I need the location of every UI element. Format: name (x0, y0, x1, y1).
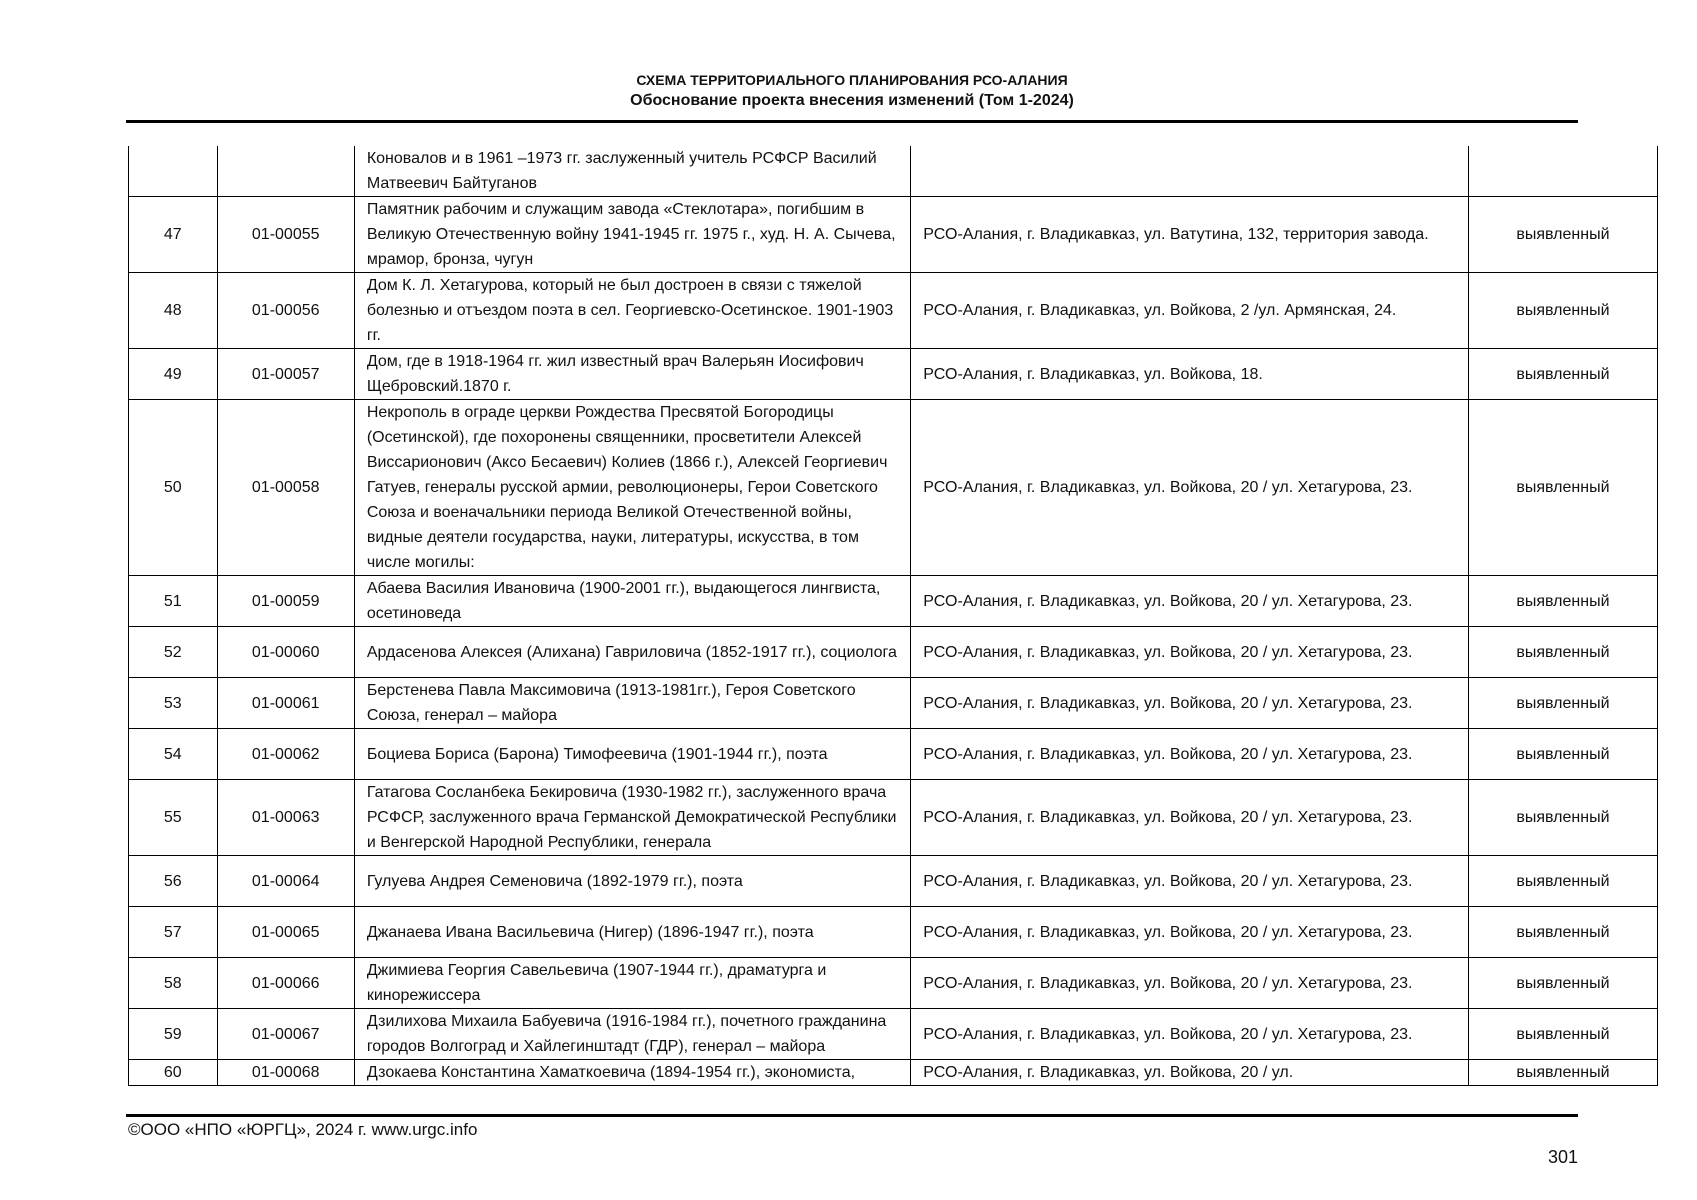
cell-number: 53 (129, 678, 218, 729)
cell-number: 59 (129, 1009, 218, 1060)
cell-name: Ардасенова Алексея (Алихана) Гавриловича (1852-1917 гг.), социолога (354, 627, 910, 678)
cell-code: 01-00056 (217, 273, 354, 349)
cell-status: выявленный (1468, 273, 1657, 349)
cell-status (1468, 146, 1657, 197)
cell-number (129, 146, 218, 197)
cell-code: 01-00067 (217, 1009, 354, 1060)
cell-address: РСО-Алания, г. Владикавказ, ул. Войкова, 20 / ул. (911, 1060, 1469, 1086)
table-row (129, 958, 1658, 1009)
table-row (129, 1060, 1658, 1086)
cell-number: 50 (129, 400, 218, 576)
cell-status: выявленный (1468, 958, 1657, 1009)
footer-divider (126, 1114, 1578, 1117)
cell-name: Коновалов и в 1961 –1973 гг. заслуженный учитель РСФСР Василий Матвеевич Байтуганов (354, 146, 910, 197)
table-row (129, 856, 1658, 907)
cell-name: Дом К. Л. Хетагурова, который не был достроен в связи с тяжелой болезнью и отъездом поэта в сел. Георгиевско-Осетинское. 1901-1903 гг. (354, 273, 910, 349)
cell-code: 01-00062 (217, 729, 354, 780)
cell-address: РСО-Алания, г. Владикавказ, ул. Войкова, 20 / ул. Хетагурова, 23. (911, 856, 1469, 907)
table-row (129, 907, 1658, 958)
document-subtitle: Обоснование проекта внесения изменений (Том 1-2024) (630, 92, 1074, 109)
cell-address (911, 146, 1469, 197)
cell-name: Боциева Бориса (Барона) Тимофеевича (1901-1944 гг.), поэта (354, 729, 910, 780)
table-row (129, 678, 1658, 729)
cell-code: 01-00061 (217, 678, 354, 729)
cell-address: РСО-Алания, г. Владикавказ, ул. Войкова, 2 /ул. Армянская, 24. (911, 273, 1469, 349)
cell-number: 48 (129, 273, 218, 349)
cell-number: 54 (129, 729, 218, 780)
cell-name: Некрополь в ограде церкви Рождества Пресвятой Богородицы (Осетинской), где похоронены священники, просветители Алексей Виссарионович (Аксо Бесаевич) Колиев (1866 г.), Алексей Георгиевич Гатуев, генералы русской армии, революционеры, Герои Советского Союза и военачальники периода Великой Отечественной войны, видные деятели государства, науки, литературы, искусства, в том числе могилы: (354, 400, 910, 576)
cell-code: 01-00066 (217, 958, 354, 1009)
cell-status: выявленный (1468, 856, 1657, 907)
cell-name: Джанаева Ивана Васильевича (Нигер) (1896-1947 гг.), поэта (354, 907, 910, 958)
page-number: 301 (1547, 1147, 1578, 1167)
cell-address: РСО-Алания, г. Владикавказ, ул. Войкова, 20 / ул. Хетагурова, 23. (911, 627, 1469, 678)
cell-status: выявленный (1468, 678, 1657, 729)
cell-address: РСО-Алания, г. Владикавказ, ул. Войкова, 18. (911, 349, 1469, 400)
cell-number: 51 (129, 576, 218, 627)
cell-status: выявленный (1468, 1009, 1657, 1060)
cell-status: выявленный (1468, 349, 1657, 400)
cell-name: Гатагова Сосланбека Бекировича (1930-1982 гг.), заслуженного врача РСФСР, заслуженного врача Германской Демократической Республики и Венгерской Народной Республики, генерала (354, 780, 910, 856)
cell-address: РСО-Алания, г. Владикавказ, ул. Войкова, 20 / ул. Хетагурова, 23. (911, 1009, 1469, 1060)
cell-code: 01-00055 (217, 197, 354, 273)
cell-name: Абаева Василия Ивановича (1900-2001 гг.), выдающегося лингвиста, осетиноведа (354, 576, 910, 627)
cell-number: 55 (129, 780, 218, 856)
cell-status: выявленный (1468, 780, 1657, 856)
table-row (129, 197, 1658, 273)
cell-name: Гулуева Андрея Семеновича (1892-1979 гг.), поэта (354, 856, 910, 907)
cell-number: 58 (129, 958, 218, 1009)
cell-name: Дом, где в 1918-1964 гг. жил известный врач Валерьян Иосифович Щебровский.1870 г. (354, 349, 910, 400)
cell-number: 49 (129, 349, 218, 400)
table-row (129, 576, 1658, 627)
table-row (129, 627, 1658, 678)
cell-number: 57 (129, 907, 218, 958)
cell-name: Дзокаева Константина Хаматкоевича (1894-1954 гг.), экономиста, (354, 1060, 910, 1086)
cell-status: выявленный (1468, 576, 1657, 627)
table-row (129, 729, 1658, 780)
cell-address: РСО-Алания, г. Владикавказ, ул. Войкова, 20 / ул. Хетагурова, 23. (911, 400, 1469, 576)
page-header (126, 70, 1578, 112)
cell-code: 01-00057 (217, 349, 354, 400)
cell-address: РСО-Алания, г. Владикавказ, ул. Войкова, 20 / ул. Хетагурова, 23. (911, 907, 1469, 958)
cell-status: выявленный (1468, 907, 1657, 958)
cell-name: Берстенева Павла Максимовича (1913-1981гг.), Героя Советского Союза, генерал – майора (354, 678, 910, 729)
cell-address: РСО-Алания, г. Владикавказ, ул. Войкова, 20 / ул. Хетагурова, 23. (911, 678, 1469, 729)
cell-name: Дзилихова Михаила Бабуевича (1916-1984 гг.), почетного гражданина городов Волгоград и Хайлегинштадт (ГДР), генерал – майора (354, 1009, 910, 1060)
cell-code: 01-00059 (217, 576, 354, 627)
cell-address: РСО-Алания, г. Владикавказ, ул. Ватутина, 132, территория завода. (911, 197, 1469, 273)
cell-code: 01-00064 (217, 856, 354, 907)
header-divider (126, 120, 1578, 123)
cell-status: выявленный (1468, 729, 1657, 780)
cell-address: РСО-Алания, г. Владикавказ, ул. Войкова, 20 / ул. Хетагурова, 23. (911, 958, 1469, 1009)
cell-status: выявленный (1468, 627, 1657, 678)
cell-name: Джимиева Георгия Савельевича (1907-1944 гг.), драматурга и кинорежиссера (354, 958, 910, 1009)
cell-number: 56 (129, 856, 218, 907)
cell-code: 01-00068 (217, 1060, 354, 1086)
cell-code: 01-00060 (217, 627, 354, 678)
table-row (129, 273, 1658, 349)
cell-address: РСО-Алания, г. Владикавказ, ул. Войкова, 20 / ул. Хетагурова, 23. (911, 729, 1469, 780)
table-row (129, 349, 1658, 400)
cell-status: выявленный (1468, 1060, 1657, 1086)
table-row (129, 1009, 1658, 1060)
cell-code (217, 146, 354, 197)
footer-copyright: ©ООО «НПО «ЮРГЦ», 2024 г. www.urgc.info (128, 1120, 478, 1139)
cell-address: РСО-Алания, г. Владикавказ, ул. Войкова, 20 / ул. Хетагурова, 23. (911, 576, 1469, 627)
cell-code: 01-00058 (217, 400, 354, 576)
table-row (129, 146, 1658, 197)
cell-number: 47 (129, 197, 218, 273)
document-title: СХЕМА ТЕРРИТОРИАЛЬНОГО ПЛАНИРОВАНИЯ РСО-АЛАНИЯ (636, 72, 1068, 88)
cell-address: РСО-Алания, г. Владикавказ, ул. Войкова, 20 / ул. Хетагурова, 23. (911, 780, 1469, 856)
cell-number: 52 (129, 627, 218, 678)
cell-status: выявленный (1468, 400, 1657, 576)
cell-code: 01-00065 (217, 907, 354, 958)
cell-number: 60 (129, 1060, 218, 1086)
cell-status: выявленный (1468, 197, 1657, 273)
heritage-register-table (128, 146, 1658, 1086)
cell-code: 01-00063 (217, 780, 354, 856)
cell-name: Памятник рабочим и служащим завода «Стеклотара», погибшим в Великую Отечественную войну 1941-1945 гг. 1975 г., худ. Н. А. Сычева, мрамор, бронза, чугун (354, 197, 910, 273)
table-row (129, 400, 1658, 576)
table-row (129, 780, 1658, 856)
